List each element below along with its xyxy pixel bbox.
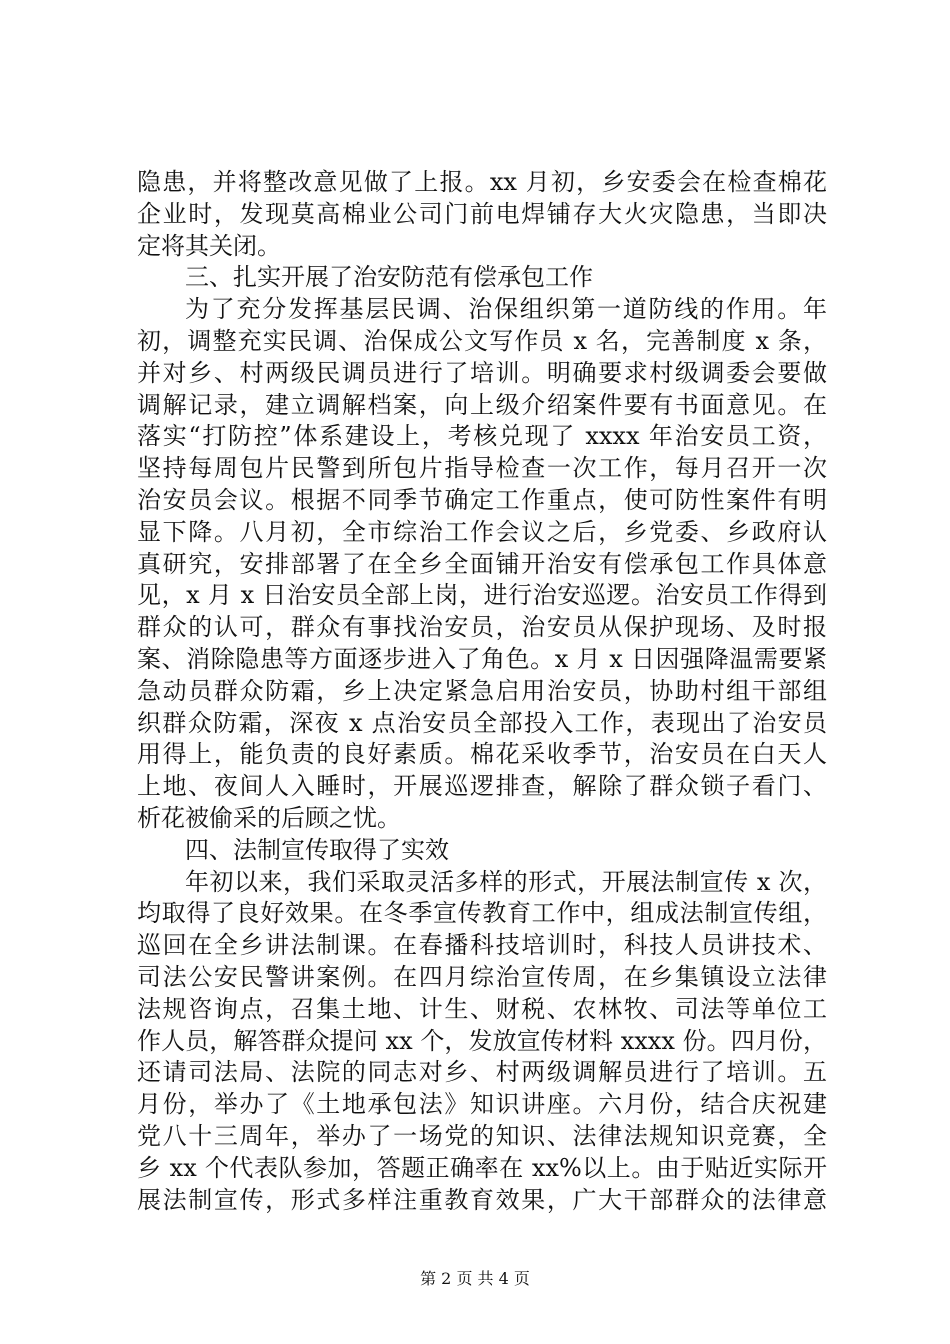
body-line: 隐患，并将整改意见做了上报。xx 月初，乡安委会在检查棉花 xyxy=(137,168,827,196)
body-line: 析花被偷采的后顾之忧。 xyxy=(137,803,401,832)
body-line: 展法制宣传，形式多样注重教育效果，广大干部群众的法律意 xyxy=(137,1185,827,1214)
body-line: 坚持每周包片民警到所包片指导检查一次工作，每月召开一次 xyxy=(137,454,827,483)
body-line: 案、消除隐患等方面逐步进入了角色。x 月 x 日因强降温需要紧 xyxy=(137,644,827,673)
body-line: 巡回在全乡讲法制课。在春播科技培训时，科技人员讲技术、 xyxy=(137,931,827,960)
body-line: 司法公安民警讲案例。在四月综治宣传周，在乡集镇设立法律 xyxy=(137,962,827,991)
section-heading: 四、法制宣传取得了实效 xyxy=(185,835,449,864)
body-line: 显下降。八月初，全市综治工作会议之后，乡党委、乡政府认 xyxy=(137,517,827,546)
body-line: 织群众防霜，深夜 x 点治安员全部投入工作，表现出了治安员 xyxy=(137,708,827,737)
body-line: 群众的认可，群众有事找治安员，治安员从保护现场、及时报 xyxy=(137,613,827,642)
body-line: 上地、夜间人入睡时，开展巡逻排查，解除了群众锁子看门、 xyxy=(137,772,827,801)
body-line: 党八十三周年，举办了一场党的知识、法律法规知识竞赛，全 xyxy=(137,1121,827,1150)
body-line: 还请司法局、法院的同志对乡、村两级调解员进行了培训。五 xyxy=(137,1058,827,1087)
page-number-footer: 第 2 页 共 4 页 xyxy=(420,1269,530,1288)
body-line: 法规咨询点，召集土地、计生、财税、农林牧、司法等单位工 xyxy=(137,994,827,1023)
body-line: 为了充分发挥基层民调、治保组织第一道防线的作用。年 xyxy=(185,295,827,324)
body-line: 治安员会议。根据不同季节确定工作重点，使可防性案件有明 xyxy=(137,485,827,514)
body-line: 初，调整充实民调、治保成公文写作员 x 名，完善制度 x 条， xyxy=(137,326,827,355)
body-line: 调解记录，建立调解档案，向上级介绍案件要有书面意见。在 xyxy=(137,390,827,419)
body-line: 见，x 月 x 日治安员全部上岗，进行治安巡逻。治安员工作得到 xyxy=(137,581,827,610)
body-line: 并对乡、村两级民调员进行了培训。明确要求村级调委会要做 xyxy=(137,358,827,387)
body-line: 急动员群众防霜，乡上决定紧急启用治安员，协助村组干部组 xyxy=(137,676,827,705)
body-line: 定将其关闭。 xyxy=(137,231,281,260)
body-line: 乡 xx 个代表队参加，答题正确率在 xx%以上。由于贴近实际开 xyxy=(137,1153,827,1182)
section-heading: 三、扎实开展了治安防范有偿承包工作 xyxy=(185,263,593,292)
body-line: 均取得了良好效果。在冬季宣传教育工作中，组成法制宣传组， xyxy=(137,899,827,928)
body-line: 落实“打防控”体系建设上，考核兑现了 xxxx 年治安员工资， xyxy=(137,422,827,451)
body-line: 用得上，能负责的良好素质。棉花采收季节，治安员在白天人 xyxy=(137,740,827,769)
body-line: 真研究，安排部署了在全乡全面铺开治安有偿承包工作具体意 xyxy=(137,549,827,578)
document-body xyxy=(137,167,827,1216)
body-line: 月份，举办了《土地承包法》知识讲座。六月份，结合庆祝建 xyxy=(137,1090,827,1119)
body-line: 年初以来，我们采取灵活多样的形式，开展法制宣传 x 次， xyxy=(185,867,827,896)
body-line: 企业时，发现莫高棉业公司门前电焊铺存大火灾隐患，当即决 xyxy=(137,199,827,228)
body-line: 作人员，解答群众提问 xx 个，发放宣传材料 xxxx 份。四月份， xyxy=(137,1026,827,1055)
